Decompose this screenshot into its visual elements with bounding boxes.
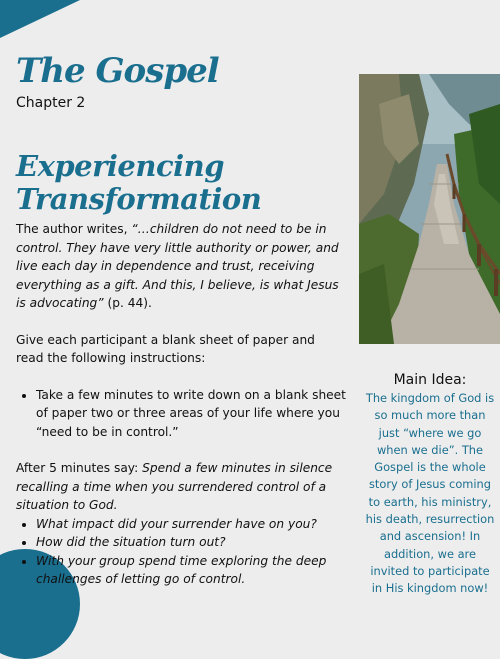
intro-suffix: (p. 44). (103, 296, 152, 310)
mountain-path-image (359, 74, 500, 344)
list-item (36, 533, 346, 552)
after-paragraph (16, 459, 346, 515)
intro-quote: “…children do not need to be in control. They have very little authority or power, and live each day in dependence and trust, receiving everything as a gift. And this, I believe, is what Jesus is advocating” (16, 222, 339, 310)
list-item: • Take a few minutes to write down on a blank sheet of paper two or three areas of your life where you “need to be in control.” (36, 386, 346, 442)
question-text: With your group spend time exploring the deep challenges of letting go of control. (36, 553, 327, 586)
section-title-line1: Experiencing (16, 149, 224, 183)
chapter-label: Chapter 2 (16, 95, 86, 111)
instruction-list (16, 386, 346, 442)
list-item (36, 515, 346, 534)
question-list (16, 515, 346, 589)
intro-paragraph (16, 220, 346, 313)
corner-decoration-top (0, 0, 80, 38)
section-title-line2: Transformation (16, 182, 262, 216)
section-title (16, 150, 261, 216)
main-idea-text: The kingdom of God is so much more than just “where we go when we die”. The Gospel is the whole story of Jesus coming to earth, his ministry, his death, resurrection and ascension! In addition, we are invited to participate in His kingdom now! (365, 391, 495, 596)
instructions-paragraph: Give each participant a blank sheet of paper and read the following instructions: (16, 332, 315, 365)
main-idea-box (364, 372, 496, 598)
intro-prefix: The author writes, (16, 222, 132, 236)
mountain-path-photo (359, 74, 500, 344)
list-item (36, 552, 346, 589)
main-idea-heading: Main Idea: (393, 372, 467, 388)
question-text: How did the situation turn out? (36, 535, 226, 549)
page-title: The Gospel (16, 51, 219, 91)
after-italic: Spend a few minutes in silence recalling a time when you surrendered control of a situation to God. (16, 461, 333, 512)
question-text: What impact did your surrender have on you? (36, 516, 317, 531)
after-prefix: After 5 minutes say: (16, 461, 143, 475)
body-text (16, 220, 346, 589)
